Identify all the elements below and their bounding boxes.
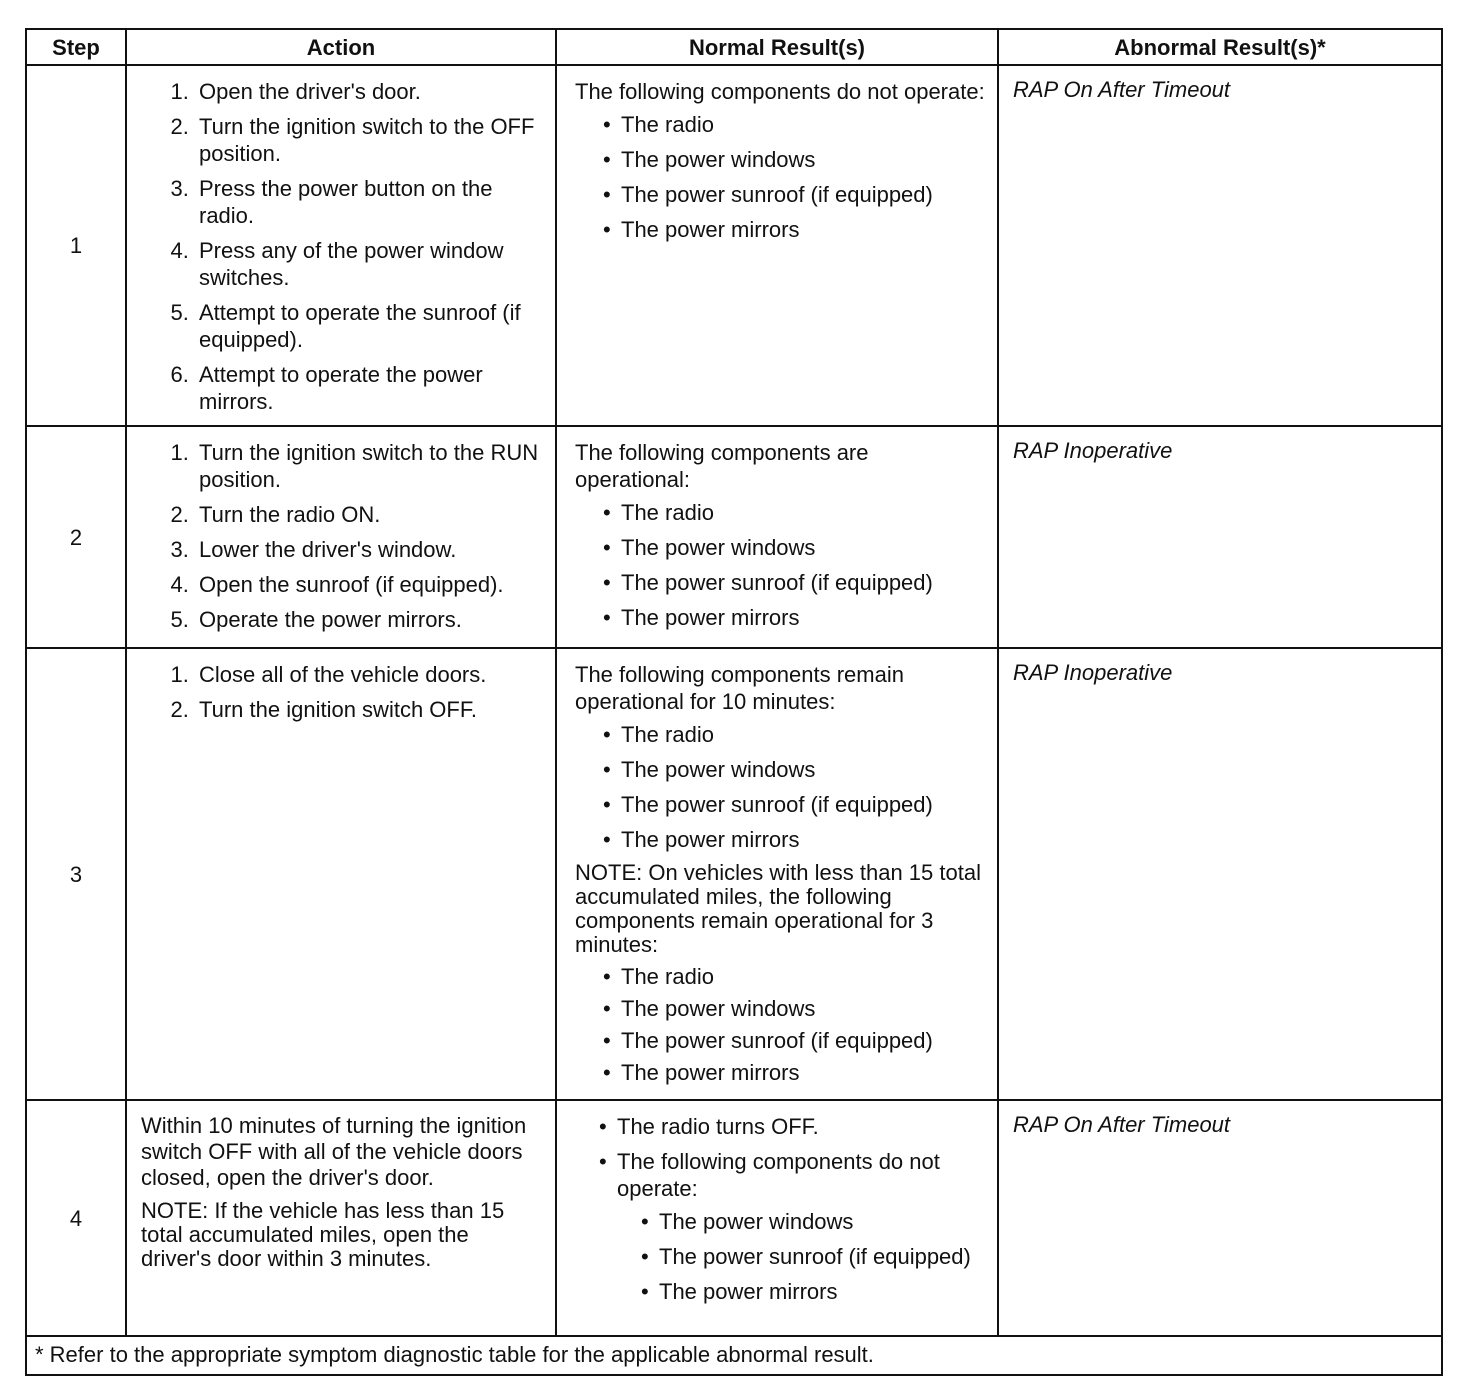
list-item: 4. Press any of the power window switches.	[195, 237, 543, 291]
list-item: • The power sunroof (if equipped)	[603, 1027, 987, 1054]
list-item: • The power mirrors	[603, 1059, 987, 1086]
action-cell	[126, 65, 556, 426]
normal-result-cell	[556, 1100, 998, 1336]
normal-note: NOTE: On vehicles with less than 15 total accumulated miles, the following components remain operational for 3 minutes:	[575, 860, 981, 957]
action-list	[157, 439, 543, 633]
step-number: 1	[26, 65, 126, 426]
list-item: • The power mirrors	[603, 604, 987, 631]
header-normal-results: Normal Result(s)	[556, 29, 998, 65]
list-item: 6. Attempt to operate the power mirrors.	[195, 361, 543, 415]
list-item: • The power windows	[603, 534, 987, 561]
normal-intro: The following components remain operational for 10 minutes:	[575, 662, 904, 714]
table-row	[26, 65, 1442, 426]
normal-result-cell	[556, 65, 998, 426]
normal-result-cell	[556, 426, 998, 648]
table-row	[26, 1100, 1442, 1336]
step-number: 4	[26, 1100, 126, 1336]
abnormal-result-cell: RAP On After Timeout	[998, 1100, 1442, 1336]
table-row	[26, 426, 1442, 648]
list-item: 5. Operate the power mirrors.	[195, 606, 543, 633]
list-item: • The power sunroof (if equipped)	[603, 569, 987, 596]
list-item: • The radio	[603, 963, 987, 990]
list-item: • The radio turns OFF.	[599, 1113, 987, 1140]
bullet-list	[575, 111, 987, 243]
header-action: Action	[126, 29, 556, 65]
list-item: • The power mirrors	[603, 216, 987, 243]
list-item: • The power windows	[641, 1208, 987, 1235]
list-item: 4. Open the sunroof (if equipped).	[195, 571, 543, 598]
list-item: 2. Turn the ignition switch to the OFF position.	[195, 113, 543, 167]
list-item: 5. Attempt to operate the sunroof (if equipped).	[195, 299, 543, 353]
action-cell	[126, 426, 556, 648]
action-list	[157, 78, 543, 415]
list-item: • The power sunroof (if equipped)	[603, 791, 987, 818]
bullet-list	[575, 963, 987, 1086]
footnote-row	[26, 1336, 1442, 1375]
list-item-text: The following components do not operate:	[617, 1149, 940, 1201]
list-item: • The power mirrors	[603, 826, 987, 853]
bullet-list	[575, 1113, 987, 1305]
list-item: • The power sunroof (if equipped)	[641, 1243, 987, 1270]
abnormal-result-cell: RAP Inoperative	[998, 648, 1442, 1100]
nested-bullet-list	[617, 1208, 987, 1305]
list-item: 2. Turn the ignition switch OFF.	[195, 696, 543, 723]
list-item: • The power windows	[603, 995, 987, 1022]
list-item: 3. Lower the driver's window.	[195, 536, 543, 563]
list-item: 1. Open the driver's door.	[195, 78, 543, 105]
table-row	[26, 648, 1442, 1100]
header-step: Step	[26, 29, 126, 65]
action-list	[157, 661, 543, 723]
list-item: • The radio	[603, 111, 987, 138]
normal-intro: The following components do not operate:	[575, 79, 985, 104]
bullet-list	[575, 721, 987, 853]
step-number: 3	[26, 648, 126, 1100]
list-item: 2. Turn the radio ON.	[195, 501, 543, 528]
abnormal-result-cell: RAP Inoperative	[998, 426, 1442, 648]
header-row	[26, 29, 1442, 65]
abnormal-result-cell: RAP On After Timeout	[998, 65, 1442, 426]
list-item: • The radio	[603, 721, 987, 748]
footnote: * Refer to the appropriate symptom diagnostic table for the applicable abnormal result.	[26, 1336, 1442, 1375]
list-item: • The power sunroof (if equipped)	[603, 181, 987, 208]
action-cell	[126, 648, 556, 1100]
list-item: • The power mirrors	[641, 1278, 987, 1305]
action-text: Within 10 minutes of turning the ignition switch OFF with all of the vehicle doors closed, open the driver's door.	[141, 1113, 527, 1190]
diagnostic-table	[25, 28, 1443, 1376]
bullet-list	[575, 499, 987, 631]
step-number: 2	[26, 426, 126, 648]
normal-result-cell	[556, 648, 998, 1100]
list-item: • The radio	[603, 499, 987, 526]
normal-intro: The following components are operational:	[575, 440, 869, 492]
list-item: 3. Press the power button on the radio.	[195, 175, 543, 229]
list-item: • The power windows	[603, 756, 987, 783]
header-abnormal-results: Abnormal Result(s)*	[998, 29, 1442, 65]
list-item: 1. Turn the ignition switch to the RUN position.	[195, 439, 543, 493]
list-item: • The power windows	[603, 146, 987, 173]
action-note: NOTE: If the vehicle has less than 15 total accumulated miles, open the driver's door within 3 minutes.	[141, 1198, 505, 1271]
list-item: 1. Close all of the vehicle doors.	[195, 661, 543, 688]
action-cell	[126, 1100, 556, 1336]
list-item	[599, 1148, 987, 1305]
